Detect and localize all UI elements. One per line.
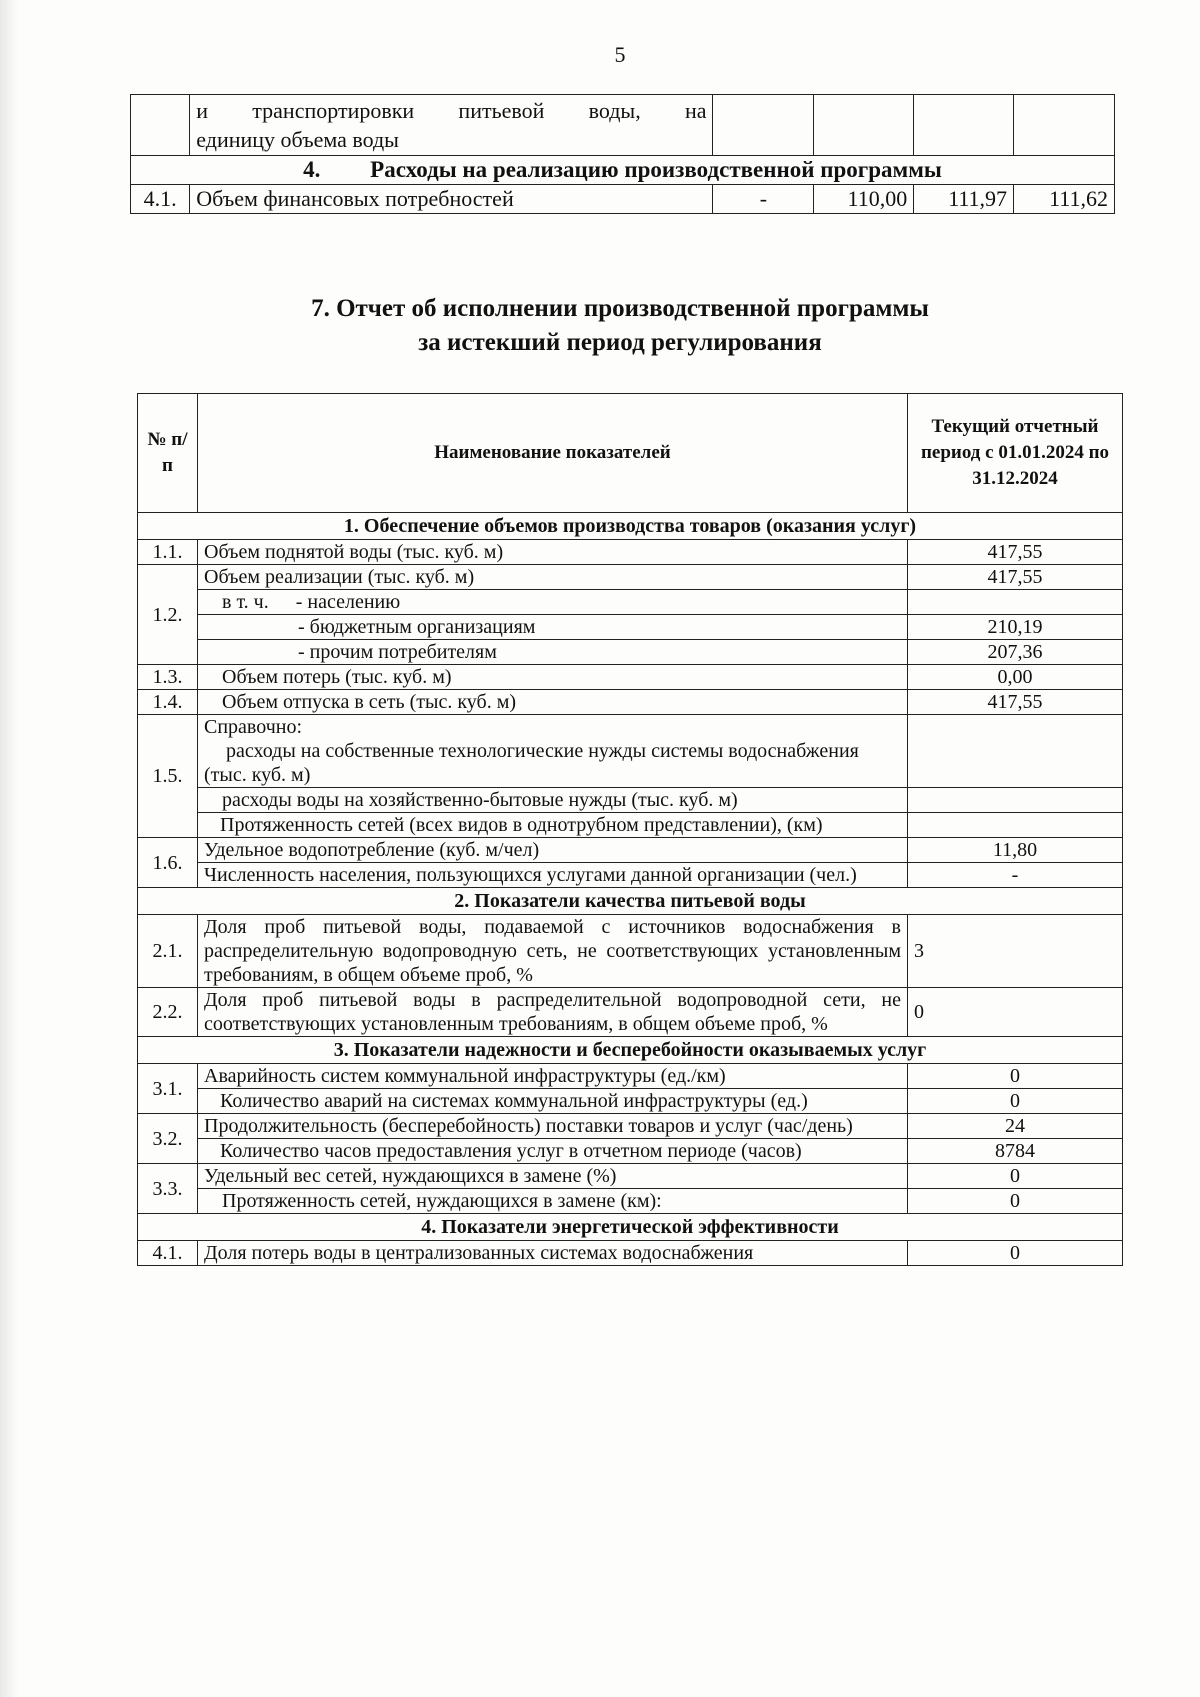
value-cell: 417,55 [908,565,1123,590]
row-number-cell: 2.1. [138,915,198,988]
value-cell: 210,19 [908,615,1123,640]
value-cell: 24 [908,1114,1123,1139]
table-header-row [138,394,1123,513]
section-title: Расходы на реализацию производственной программы [370,157,942,182]
value-cell: 110,00 [814,185,914,214]
value-cell: 417,55 [908,540,1123,565]
section-header: 1. Обеспечение объемов производства товаров (оказания услуг) [138,513,1123,540]
table-row [138,540,1123,565]
value-cell: 3 [908,915,1123,988]
row-label-cell: расходы воды на хозяйственно-бытовые нужды (тыс. куб. м) [198,788,908,813]
value-cell: 0 [908,1089,1123,1114]
table-row [138,988,1123,1037]
row-number-cell: 4.1. [138,1241,198,1266]
row-label-cell: Количество аварий на системах коммунальной инфраструктуры (ед.) [198,1089,908,1114]
table-row [138,1114,1123,1139]
table-row [138,615,1123,640]
value-cell: 8784 [908,1139,1123,1164]
row-number-cell: 2.2. [138,988,198,1037]
row-label-cell: Аварийность систем коммунальной инфраструктуры (ед./км) [198,1064,908,1089]
row-label-cell: Численность населения, пользующихся услугами данной организации (чел.) [198,863,908,888]
section-header [131,156,1115,185]
table-row [138,915,1123,988]
table-row [138,715,1123,788]
row-label-cell: Протяженность сетей (всех видов в однотрубном представлении), (км) [198,813,908,838]
row-label-cell: Удельное водопотребление (куб. м/чел) [198,838,908,863]
row-label-cell: - бюджетным организациям [198,615,908,640]
row-label-cell: Объем потерь (тыс. куб. м) [198,665,908,690]
value-cell: 0 [908,988,1123,1037]
row-number-cell: 1.3. [138,665,198,690]
row-label-text: расходы на собственные технологические нужды системы водоснабжения (тыс. куб. м) [204,740,859,786]
report-title [260,292,980,360]
table-row [138,1139,1123,1164]
value-cell: 0 [908,1189,1123,1214]
row-label-cell: Удельный вес сетей, нуждающихся в замене (%) [198,1164,908,1189]
row-label-cell: Объем финансовых потребностей [190,185,713,214]
table-row [138,640,1123,665]
row-label-cell: Протяженность сетей, нуждающихся в замене (км): [198,1189,908,1214]
report-title-line: за истекший период регулирования [418,329,822,356]
value-cell [814,95,914,156]
table-row [138,788,1123,813]
section-header-row [138,1214,1123,1241]
value-cell [908,788,1123,813]
value-cell: 11,80 [908,838,1123,863]
row-label-cell: - прочим потребителям [198,640,908,665]
value-cell [914,95,1014,156]
row-label-cell: Доля проб питьевой воды в распределительной водопроводной сети, не соответствующих установленным требованиям, в общем объеме проб, % [198,988,908,1037]
row-number-cell: 1.4. [138,690,198,715]
section-header: 4. Показатели энергетической эффективности [138,1214,1123,1241]
value-cell [908,715,1123,788]
page-number: 5 [614,42,626,67]
row-text-line: единицу объема воды [196,127,399,152]
section-header-row [138,513,1123,540]
value-cell: 111,62 [1014,185,1115,214]
value-cell: 417,55 [908,690,1123,715]
table-row [138,838,1123,863]
header-number: № п/п [138,394,198,513]
row-number-cell: 3.2. [138,1114,198,1164]
value-cell: 207,36 [908,640,1123,665]
value-cell: 0 [908,1064,1123,1089]
table-row [138,1064,1123,1089]
row-label-cell [198,590,908,615]
row-label-cell: Объем отпуска в сеть (тыс. куб. м) [198,690,908,715]
value-cell [1014,95,1115,156]
scan-margin-shadow [0,0,18,1697]
section-number: 4. [303,157,321,182]
value-cell: - [713,185,814,214]
row-label-cell [190,95,713,156]
section-header-row [138,1037,1123,1064]
section-header-row [138,888,1123,915]
row-number-cell: 1.5. [138,715,198,838]
table-row [138,1089,1123,1114]
row-number-cell: 1.6. [138,838,198,888]
row-label-prefix: в т. ч. [222,591,269,613]
value-cell: 111,97 [914,185,1014,214]
row-label-title: Справочно: [204,716,303,738]
row-label-cell: Доля потерь воды в централизованных системах водоснабжения [198,1241,908,1266]
table-row [131,95,1115,156]
header-period: Текущий отчетный период с 01.01.2024 по 31.12.2024 [908,394,1123,513]
table-row [131,185,1115,214]
value-cell: 0 [908,1164,1123,1189]
section-header: 2. Показатели качества питьевой воды [138,888,1123,915]
table-row [138,813,1123,838]
header-name: Наименование показателей [198,394,908,513]
value-cell: 0 [908,1241,1123,1266]
value-cell: - [908,863,1123,888]
row-number-cell: 1.1. [138,540,198,565]
table-row [138,1189,1123,1214]
value-cell [908,590,1123,615]
row-label-cell: Объем поднятой воды (тыс. куб. м) [198,540,908,565]
row-text-line: и транспортировки питьевой воды, на [196,98,707,123]
row-number-cell [131,95,190,156]
report-table [137,393,1123,1266]
section-header: 3. Показатели надежности и бесперебойности оказываемых услуг [138,1037,1123,1064]
row-label-cell: Продолжительность (бесперебойность) поставки товаров и услуг (час/день) [198,1114,908,1139]
row-number-cell: 3.1. [138,1064,198,1114]
value-cell: 0,00 [908,665,1123,690]
row-label-cell: Доля проб питьевой воды, подаваемой с источников водоснабжения в распределительную водопроводную сеть, не соответствующих установленным требованиям, в общем объеме проб, % [198,915,908,988]
row-label-cell: Объем реализации (тыс. куб. м) [198,565,908,590]
value-cell [713,95,814,156]
financial-needs-table [130,94,1115,214]
table-row [138,1164,1123,1189]
row-number-cell: 1.2. [138,565,198,665]
row-label-text: - населению [295,591,401,613]
row-label-cell: Количество часов предоставления услуг в отчетном периоде (часов) [198,1139,908,1164]
section-header-row [131,156,1115,185]
row-number-cell: 4.1. [131,185,190,214]
row-number-cell: 3.3. [138,1164,198,1214]
table-row [138,863,1123,888]
value-cell [908,813,1123,838]
table-row [138,665,1123,690]
row-label-cell [198,715,908,788]
table-row [138,565,1123,590]
table-row [138,1241,1123,1266]
report-title-line: 7. Отчет об исполнении производственной программы [311,295,929,322]
table-row [138,690,1123,715]
table-row [138,590,1123,615]
